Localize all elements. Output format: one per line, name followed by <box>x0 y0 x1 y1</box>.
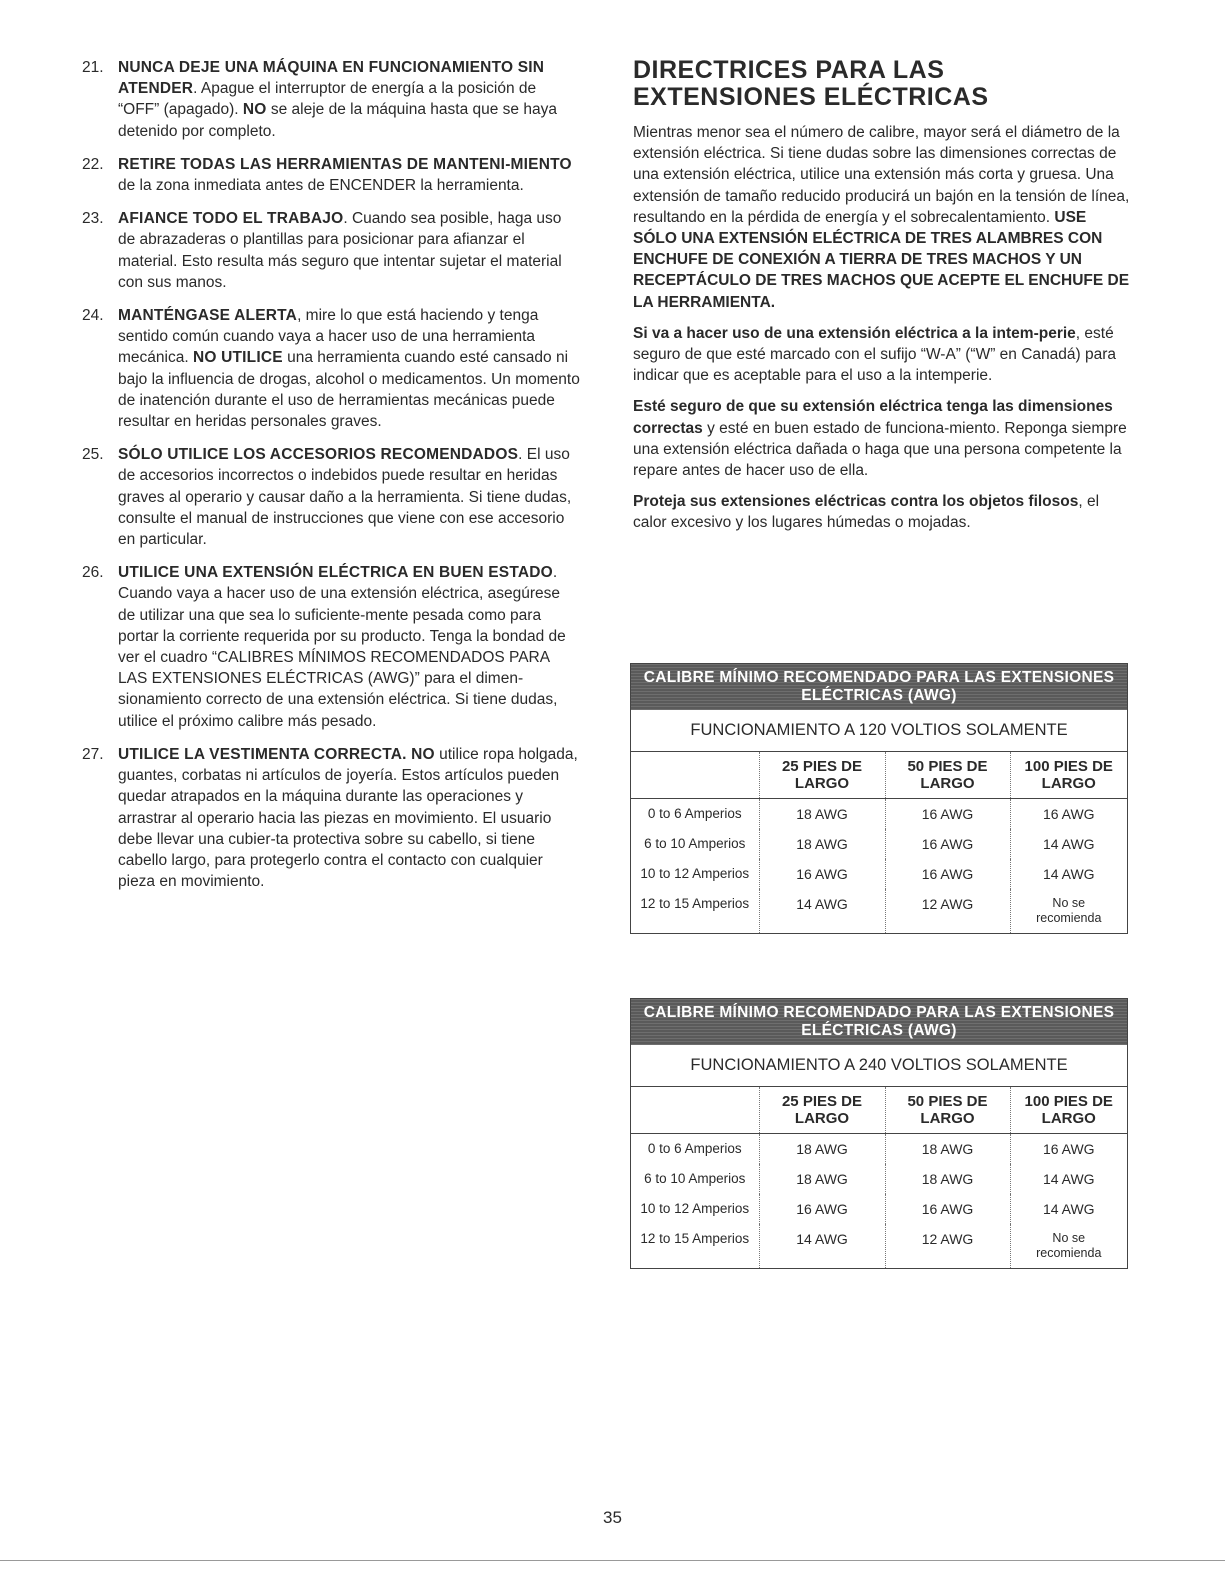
column-header: 50 PIES DE LARGO <box>885 752 1010 799</box>
gauge-cell: 18 AWG <box>885 1164 1010 1194</box>
item-number: 24. <box>82 307 104 325</box>
table-header-row <box>631 1087 1127 1134</box>
gauge-cell: 14 AWG <box>759 889 885 933</box>
table-title: CALIBRE MÍNIMO RECOMENDADO PARA LAS EXTENSIONES ELÉCTRICAS (AWG) <box>631 664 1127 710</box>
table-row <box>631 1224 1127 1268</box>
column-header: 25 PIES DE LARGO <box>759 752 885 799</box>
item-text: MANTÉNGASE ALERTA, mire lo que está haciendo y tenga sentido común cuando vaya a hacer uso de una herramienta mecánica. NO UTILICE una herramienta cuando esté cansado ni bajo la influencia de drogas, alcohol o medicamentos. Un momento de inatención durante el uso de herramientas mecánicas puede resultar en heridas personales graves. <box>118 307 580 431</box>
list-item <box>82 57 580 142</box>
paragraph: Proteja sus extensiones eléctricas contra los objetos filosos, el calor excesivo y los lugares húmedas o mojadas. <box>633 493 1100 532</box>
page-bottom-rule <box>0 1560 1225 1561</box>
column-header: 50 PIES DE LARGO <box>885 1087 1010 1134</box>
amperage-cell: 6 to 10 Amperios <box>644 836 746 851</box>
amperage-cell: 10 to 12 Amperios <box>640 1201 750 1216</box>
gauge-cell: 18 AWG <box>885 1134 1010 1165</box>
gauge-cell: 18 AWG <box>759 799 885 830</box>
gauge-cell: 16 AWG <box>1010 1134 1127 1165</box>
amperage-cell: 0 to 6 Amperios <box>647 806 742 821</box>
list-item <box>82 208 580 293</box>
table-row <box>631 829 1127 859</box>
column-header <box>631 752 759 799</box>
gauge-cell: 18 AWG <box>759 829 885 859</box>
item-number: 26. <box>82 564 104 582</box>
paragraph: Esté seguro de que su extensión eléctrica tenga las dimensiones correctas y esté en buen estado de funciona-miento. Reponga siempre una extensión eléctrica dañada o haga que una persona competente la repare antes de hacer uso de ella. <box>633 398 1127 480</box>
extension-guidelines <box>633 57 1131 544</box>
item-number: 22. <box>82 155 104 173</box>
table-row <box>631 859 1127 889</box>
gauge-cell: 16 AWG <box>885 829 1010 859</box>
table-row <box>631 1134 1127 1165</box>
gauge-cell: 14 AWG <box>1010 859 1127 889</box>
item-text: UTILICE UNA EXTENSIÓN ELÉCTRICA EN BUEN ESTADO. Cuando vaya a hacer uso de una extensión eléctrica, asegúrese de utilizar una que sea lo suficiente-mente pesada como para portar la corriente requerida por su producto. Tenga la bondad de ver el cuadro “CALIBRES MÍNIMOS RECOMENDADOS PARA LAS EXTENSIONES ELÉCTRICAS (AWG)” para el dimen-sionamiento correcto de una extensión eléctrica. Si tiene dudas, utilice el próximo calibre más pesado. <box>118 564 566 730</box>
item-number: 23. <box>82 210 104 228</box>
gauge-cell: 18 AWG <box>759 1164 885 1194</box>
table-subtitle: FUNCIONAMIENTO A 120 VOLTIOS SOLAMENTE <box>631 710 1127 752</box>
item-number: 25. <box>82 446 104 464</box>
section-heading: DIRECTRICES PARA LAS EXTENSIONES ELÉCTRICAS <box>633 56 989 111</box>
amperage-cell: 0 to 6 Amperios <box>647 1141 742 1156</box>
item-text: SÓLO UTILICE LOS ACCESORIOS RECOMENDADOS. El uso de accesorios incorrectos o indebidos puede resultar en heridas graves al operario y causar daño a la herramienta. Si tiene dudas, consulte el manual de instrucciones que viene con ese accesorio en particular. <box>118 446 572 549</box>
list-item <box>82 305 580 432</box>
item-text: UTILICE LA VESTIMENTA CORRECTA. NO utilice ropa holgada, guantes, corbatas ni artículos de joyería. Estos artículos pueden quedar atrapados en la máquina durante las operaciones y arrastrar al operario hacia las piezas en movimiento. El usuario debe llevar una cubier-ta protectiva sobre su cabello, si tiene cabello largo, para protegerlo contra el contacto con cualquier pieza en movimiento. <box>118 745 578 891</box>
table-subtitle: FUNCIONAMIENTO A 240 VOLTIOS SOLAMENTE <box>631 1045 1127 1087</box>
gauge-cell: No se recomienda <box>1010 1224 1127 1268</box>
gauge-cell: 16 AWG <box>885 859 1010 889</box>
table-row <box>631 1194 1127 1224</box>
gauge-cell: 14 AWG <box>759 1224 885 1268</box>
amperage-cell: 10 to 12 Amperios <box>640 866 750 881</box>
gauge-cell: 18 AWG <box>759 1134 885 1165</box>
awg-table-120v <box>630 663 1128 934</box>
paragraph: Si va a hacer uso de una extensión eléctrica a la intem-perie, esté seguro de que esté marcado con el sufijo “W-A” (“W” en Canadá) para indicar que es aceptable para el uso a la intemperie. <box>633 324 1117 385</box>
gauge-cell: 12 AWG <box>885 889 1010 933</box>
page-number: 35 <box>603 1508 622 1527</box>
awg-grid <box>631 752 1127 933</box>
item-text: AFIANCE TODO EL TRABAJO. Cuando sea posible, haga uso de abrazaderas o plantillas para posicionar para afianzar el material. Esto resulta más seguro que intentar sujetar el material con sus manos. <box>118 210 562 291</box>
gauge-cell: 16 AWG <box>759 859 885 889</box>
column-header <box>631 1087 759 1134</box>
column-header: 25 PIES DE LARGO <box>759 1087 885 1134</box>
amperage-cell: 12 to 15 Amperios <box>640 896 750 911</box>
awg-table-240v <box>630 998 1128 1269</box>
amperage-cell: 12 to 15 Amperios <box>640 1231 750 1246</box>
list-item <box>82 444 580 550</box>
safety-rules-list <box>82 57 580 904</box>
gauge-cell: 16 AWG <box>885 1194 1010 1224</box>
awg-grid <box>631 1087 1127 1268</box>
paragraph: Mientras menor sea el número de calibre, mayor será el diámetro de la extensión eléctrica. Si tiene dudas sobre las dimensiones correctas de una extensión eléctrica, utilice una extensión más corta y gruesa. Una extensión de tamaño reducido producirá un bajón en la tensión de línea, resultando en la pérdida de energía y el sobrecalentamiento. USE SÓLO UNA EXTENSIÓN ELÉCTRICA DE TRES ALAMBRES CON ENCHUFE DE CONEXIÓN A TIERRA DE TRES MACHOS Y UN RECEPTÁCULO DE TRES MACHOS QUE ACEPTE EL ENCHUFE DE LA HERRAMIENTA. <box>633 124 1130 311</box>
gauge-cell: 16 AWG <box>885 799 1010 830</box>
gauge-cell: 16 AWG <box>759 1194 885 1224</box>
table-row <box>631 889 1127 933</box>
table-row <box>631 1164 1127 1194</box>
item-number: 27. <box>82 745 104 763</box>
item-number: 21. <box>82 59 104 76</box>
gauge-cell: 14 AWG <box>1010 1164 1127 1194</box>
item-text: RETIRE TODAS LAS HERRAMIENTAS DE MANTENI-MIENTO de la zona inmediata antes de ENCENDER la herramienta. <box>118 155 572 195</box>
amperage-cell: 6 to 10 Amperios <box>644 1171 746 1186</box>
gauge-cell: 12 AWG <box>885 1224 1010 1268</box>
column-header: 100 PIES DE LARGO <box>1010 752 1127 799</box>
gauge-cell: No se recomienda <box>1010 889 1127 933</box>
gauge-cell: 14 AWG <box>1010 829 1127 859</box>
list-item <box>82 744 580 892</box>
gauge-cell: 16 AWG <box>1010 799 1127 830</box>
column-header: 100 PIES DE LARGO <box>1010 1087 1127 1134</box>
item-text: NUNCA DEJE UNA MÁQUINA EN FUNCIONAMIENTO SIN ATENDER. Apague el interruptor de energía a la posición de “OFF” (apagado). NO se aleje de la máquina hasta que se haya detenido por completo. <box>118 59 557 140</box>
table-header-row <box>631 752 1127 799</box>
table-title: CALIBRE MÍNIMO RECOMENDADO PARA LAS EXTENSIONES ELÉCTRICAS (AWG) <box>631 999 1127 1045</box>
list-item <box>82 562 580 732</box>
list-item <box>82 154 580 196</box>
table-row <box>631 799 1127 830</box>
gauge-cell: 14 AWG <box>1010 1194 1127 1224</box>
